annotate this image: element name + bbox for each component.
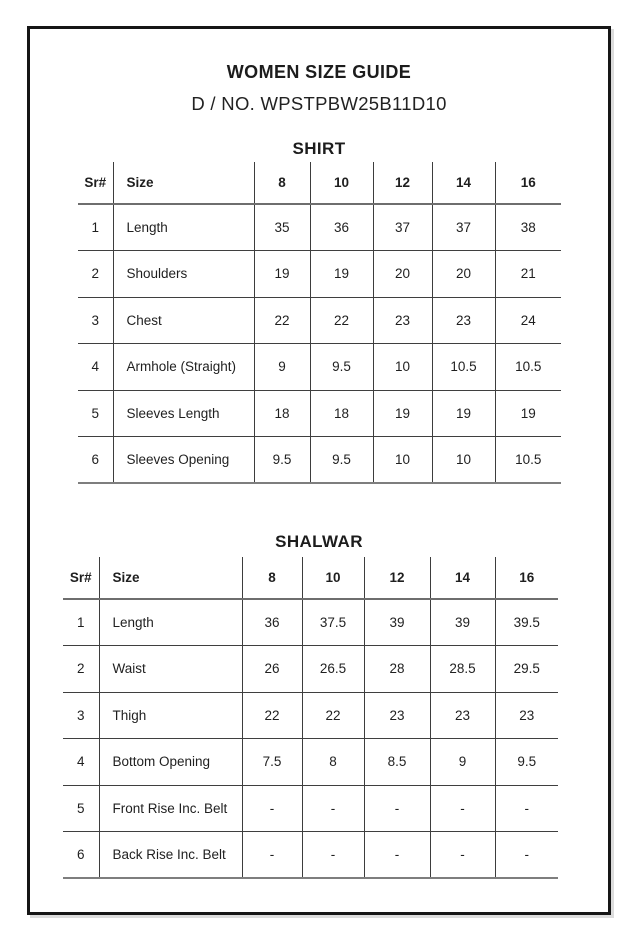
size-value-cell: - xyxy=(430,785,495,832)
size-value-cell: 35 xyxy=(254,204,310,251)
row-number-cell: 3 xyxy=(78,297,113,344)
table-row xyxy=(78,204,561,251)
size-value-cell: 9.5 xyxy=(310,437,373,484)
measurement-label-cell: Sleeves Length xyxy=(113,390,254,437)
size-14-column-header: 14 xyxy=(432,162,495,204)
design-number: D / NO. WPSTPBW25B11D10 xyxy=(191,93,447,114)
size-value-cell: 24 xyxy=(495,297,561,344)
size-value-cell: 18 xyxy=(254,390,310,437)
row-number-cell: 6 xyxy=(63,832,99,879)
size-value-cell: 38 xyxy=(495,204,561,251)
measurement-label-cell: Thigh xyxy=(99,692,242,739)
size-value-cell: 29.5 xyxy=(495,646,558,693)
size-10-column-header: 10 xyxy=(302,557,364,599)
size-value-cell: - xyxy=(242,785,302,832)
size-value-cell: - xyxy=(430,832,495,879)
size-value-cell: 9.5 xyxy=(310,344,373,391)
size-value-cell: 9.5 xyxy=(254,437,310,484)
size-value-cell: 19 xyxy=(373,390,432,437)
size-10-column-header: 10 xyxy=(310,162,373,204)
size-value-cell: 10.5 xyxy=(495,344,561,391)
size-value-cell: 18 xyxy=(310,390,373,437)
size-value-cell: - xyxy=(364,785,430,832)
size-value-cell: 8.5 xyxy=(364,739,430,786)
row-number-cell: 4 xyxy=(63,739,99,786)
measurement-label-cell: Back Rise Inc. Belt xyxy=(99,832,242,879)
table-row xyxy=(78,297,561,344)
size-value-cell: 37.5 xyxy=(302,599,364,646)
table-row xyxy=(63,646,558,693)
size-8-column-header: 8 xyxy=(242,557,302,599)
size-value-cell: 19 xyxy=(310,251,373,298)
size-value-cell: 39.5 xyxy=(495,599,558,646)
header-row xyxy=(63,557,558,599)
shalwar-size-table xyxy=(63,557,558,879)
page-title: WOMEN SIZE GUIDE xyxy=(226,62,412,82)
size-value-cell: 28 xyxy=(364,646,430,693)
shalwar-section-heading: SHALWAR xyxy=(275,532,363,551)
table-row xyxy=(78,390,561,437)
size-value-cell: 20 xyxy=(432,251,495,298)
size-value-cell: 23 xyxy=(432,297,495,344)
size-value-cell: 10 xyxy=(373,344,432,391)
size-16-column-header: 16 xyxy=(495,557,558,599)
size-value-cell: 10.5 xyxy=(432,344,495,391)
size-value-cell: 9 xyxy=(430,739,495,786)
size-value-cell: - xyxy=(302,832,364,879)
size-value-cell: 28.5 xyxy=(430,646,495,693)
table-row xyxy=(63,739,558,786)
size-value-cell: 9.5 xyxy=(495,739,558,786)
size-value-cell: 26 xyxy=(242,646,302,693)
size-value-cell: 37 xyxy=(432,204,495,251)
page-border xyxy=(27,26,611,915)
size-value-cell: 8 xyxy=(302,739,364,786)
table-row xyxy=(63,599,558,646)
size-value-cell: - xyxy=(495,785,558,832)
size-value-cell: 26.5 xyxy=(302,646,364,693)
sr-column-header: Sr# xyxy=(63,557,99,599)
shirt-section-heading: SHIRT xyxy=(292,139,346,158)
table-row xyxy=(78,344,561,391)
size-value-cell: 7.5 xyxy=(242,739,302,786)
measurement-label-cell: Waist xyxy=(99,646,242,693)
size-value-cell: - xyxy=(302,785,364,832)
size-column-header: Size xyxy=(99,557,242,599)
size-16-column-header: 16 xyxy=(495,162,561,204)
row-number-cell: 6 xyxy=(78,437,113,484)
row-number-cell: 5 xyxy=(63,785,99,832)
size-value-cell: 10.5 xyxy=(495,437,561,484)
size-column-header: Size xyxy=(113,162,254,204)
size-value-cell: 39 xyxy=(364,599,430,646)
measurement-label-cell: Front Rise Inc. Belt xyxy=(99,785,242,832)
table-row xyxy=(63,692,558,739)
size-value-cell: 23 xyxy=(364,692,430,739)
size-value-cell: 20 xyxy=(373,251,432,298)
measurement-label-cell: Shoulders xyxy=(113,251,254,298)
shirt-size-table xyxy=(78,162,561,484)
size-value-cell: - xyxy=(242,832,302,879)
size-value-cell: 23 xyxy=(373,297,432,344)
measurement-label-cell: Length xyxy=(113,204,254,251)
size-value-cell: 9 xyxy=(254,344,310,391)
measurement-label-cell: Armhole (Straight) xyxy=(113,344,254,391)
measurement-label-cell: Length xyxy=(99,599,242,646)
size-value-cell: 22 xyxy=(310,297,373,344)
table-row xyxy=(63,785,558,832)
row-number-cell: 5 xyxy=(78,390,113,437)
size-value-cell: 22 xyxy=(302,692,364,739)
size-value-cell: 19 xyxy=(254,251,310,298)
row-number-cell: 2 xyxy=(63,646,99,693)
sr-column-header: Sr# xyxy=(78,162,113,204)
row-number-cell: 1 xyxy=(76,615,85,630)
table-row xyxy=(63,832,558,879)
size-value-cell: 21 xyxy=(495,251,561,298)
size-8-column-header: 8 xyxy=(254,162,310,204)
measurement-label-cell: Sleeves Opening xyxy=(113,437,254,484)
header-row xyxy=(78,162,561,204)
table-row xyxy=(78,251,561,298)
size-value-cell: 19 xyxy=(495,390,561,437)
row-number-cell: 1 xyxy=(91,220,99,235)
size-12-column-header: 12 xyxy=(373,162,432,204)
row-number-cell: 2 xyxy=(78,251,113,298)
size-value-cell: 10 xyxy=(432,437,495,484)
size-value-cell: 19 xyxy=(432,390,495,437)
size-value-cell: 36 xyxy=(242,599,302,646)
size-value-cell: 10 xyxy=(373,437,432,484)
size-12-column-header: 12 xyxy=(364,557,430,599)
row-number-cell: 3 xyxy=(63,692,99,739)
size-value-cell: 22 xyxy=(242,692,302,739)
size-value-cell: - xyxy=(364,832,430,879)
table-row xyxy=(78,437,561,484)
size-value-cell: 36 xyxy=(310,204,373,251)
size-value-cell: 23 xyxy=(495,692,558,739)
measurement-label-cell: Bottom Opening xyxy=(99,739,242,786)
size-value-cell: 22 xyxy=(254,297,310,344)
row-number-cell: 4 xyxy=(78,344,113,391)
size-value-cell: 39 xyxy=(430,599,495,646)
size-value-cell: - xyxy=(495,832,558,879)
size-value-cell: 37 xyxy=(373,204,432,251)
size-14-column-header: 14 xyxy=(430,557,495,599)
measurement-label-cell: Chest xyxy=(113,297,254,344)
size-value-cell: 23 xyxy=(430,692,495,739)
